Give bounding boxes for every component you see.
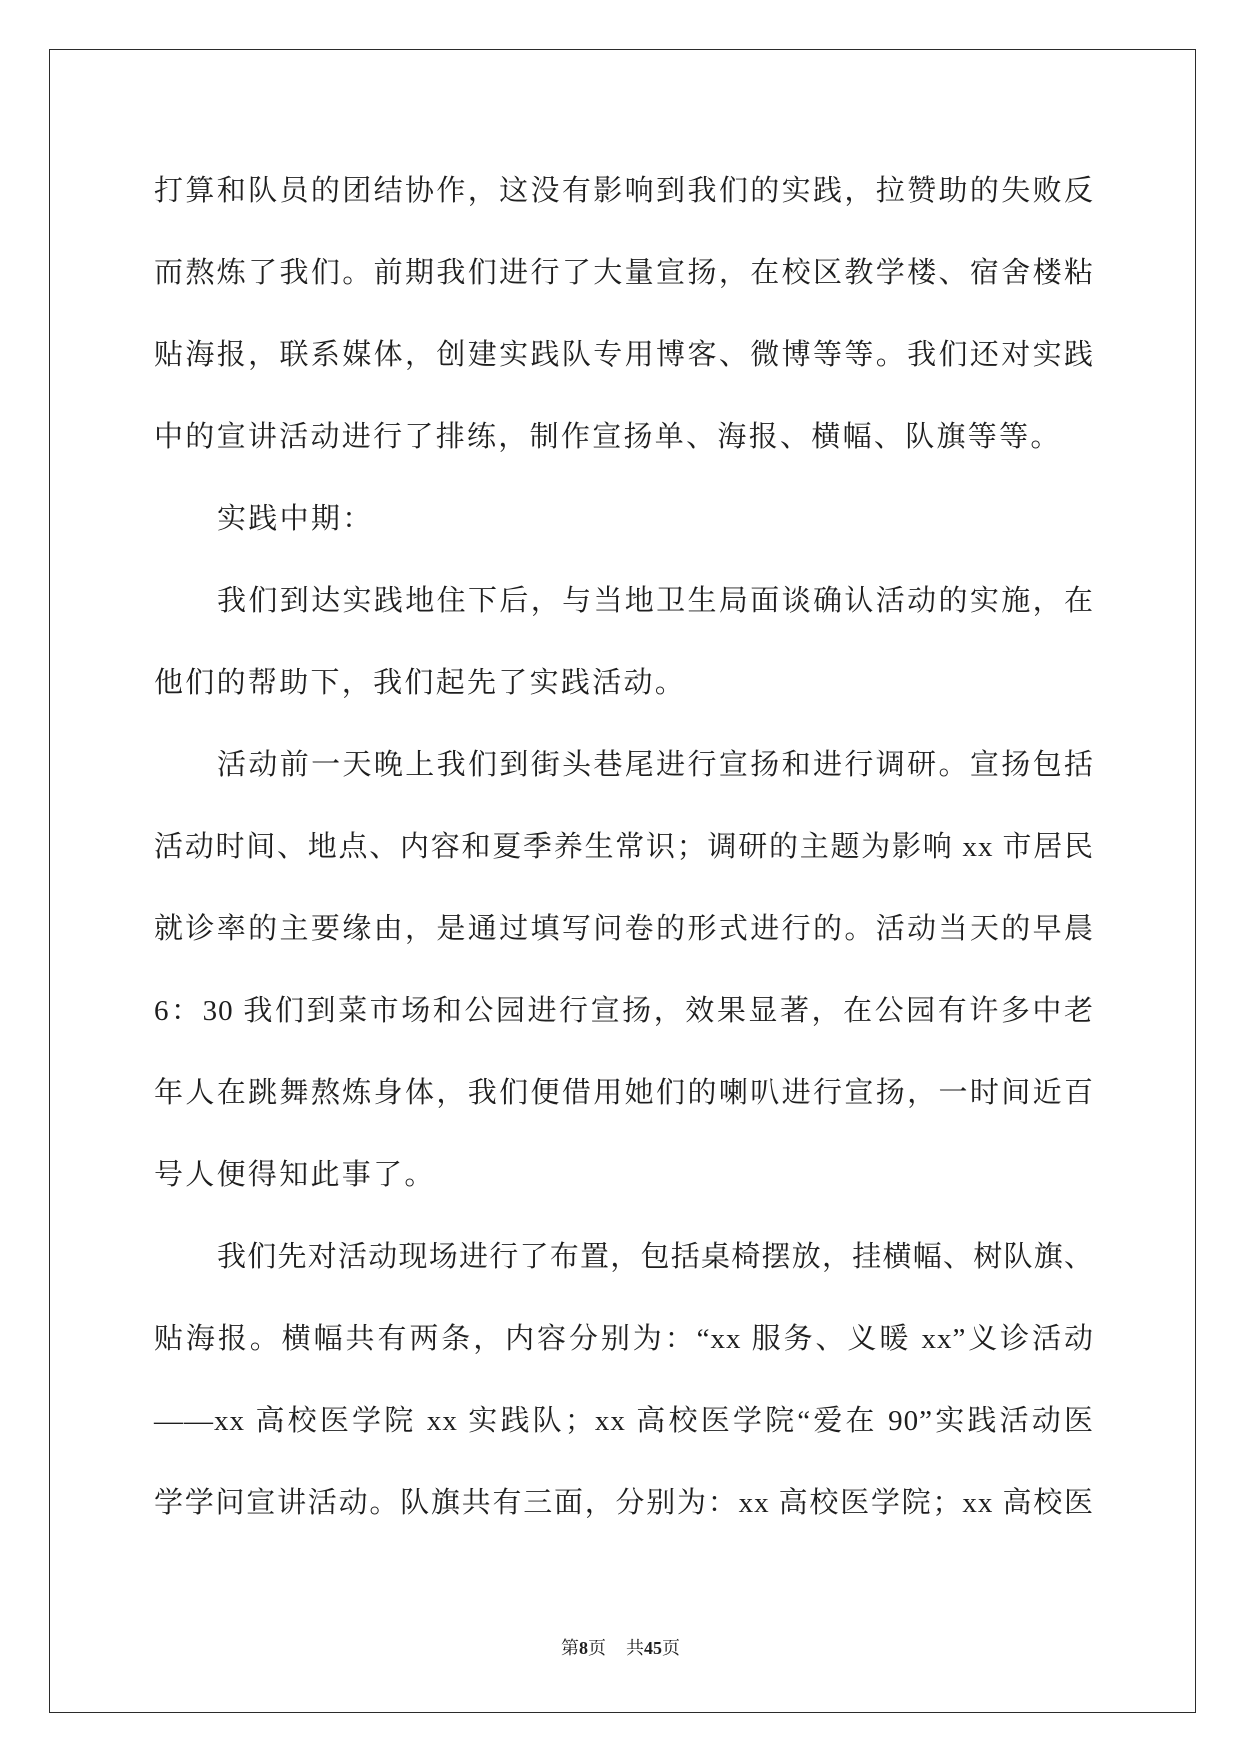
text-line: 号人便得知此事了。 (154, 1159, 436, 1191)
page-prefix: 第 (561, 1638, 579, 1658)
text-line: 贴海报。横幅共有两条，内容分别为：“xx 服务、义暖 xx”义诊活动 (154, 1323, 1094, 1355)
total-prefix: 共 (626, 1638, 644, 1658)
paragraph (154, 1216, 1094, 1544)
document-body (154, 150, 1094, 1544)
text-line: 他们的帮助下，我们起先了实践活动。 (154, 667, 687, 699)
text-line: 我们到达实践地住下后，与当地卫生局面谈确认活动的实施，在 (217, 585, 1094, 617)
text-line: 而熬炼了我们。前期我们进行了大量宣扬，在校区教学楼、宿舍楼粘 (154, 257, 1094, 289)
text-line: 我们先对活动现场进行了布置，包括桌椅摆放，挂横幅、树队旗、 (217, 1241, 1094, 1273)
paragraph (154, 560, 1094, 724)
text-line: 就诊率的主要缘由，是通过填写问卷的形式进行的。活动当天的早晨 (154, 913, 1094, 945)
section-label: 实践中期： (217, 503, 374, 535)
paragraph (154, 724, 1094, 1216)
paragraph (154, 150, 1094, 478)
text-line: 活动时间、地点、内容和夏季养生常识；调研的主题为影响 xx 市居民 (154, 831, 1094, 863)
text-line: 年人在跳舞熬炼身体，我们便借用她们的喇叭进行宣扬，一时间近百 (154, 1077, 1094, 1109)
text-line: 学学问宣讲活动。队旗共有三面，分别为：xx 高校医学院；xx 高校医 (154, 1487, 1094, 1519)
text-line: 打算和队员的团结协作，这没有影响到我们的实践，拉赞助的失败反 (154, 175, 1094, 207)
text-line: 中的宣讲活动进行了排练，制作宣扬单、海报、横幅、队旗等等。 (154, 421, 1062, 453)
text-line: 贴海报，联系媒体，创建实践队专用博客、微博等等。我们还对实践 (154, 339, 1094, 371)
paragraph (154, 478, 1094, 560)
text-line: ——xx 高校医学院 xx 实践队；xx 高校医学院“爱在 90”实践活动医 (154, 1405, 1094, 1437)
text-line: 活动前一天晚上我们到街头巷尾进行宣扬和进行调研。宣扬包括 (217, 749, 1094, 781)
page-suffix: 页 (588, 1638, 606, 1658)
text-line: 6：30 我们到菜市场和公园进行宣扬，效果显著，在公园有许多中老 (154, 995, 1094, 1027)
page-footer (0, 1634, 1241, 1662)
total-suffix: 页 (662, 1638, 680, 1658)
page-number: 8 (579, 1638, 588, 1658)
total-pages: 45 (644, 1638, 662, 1658)
